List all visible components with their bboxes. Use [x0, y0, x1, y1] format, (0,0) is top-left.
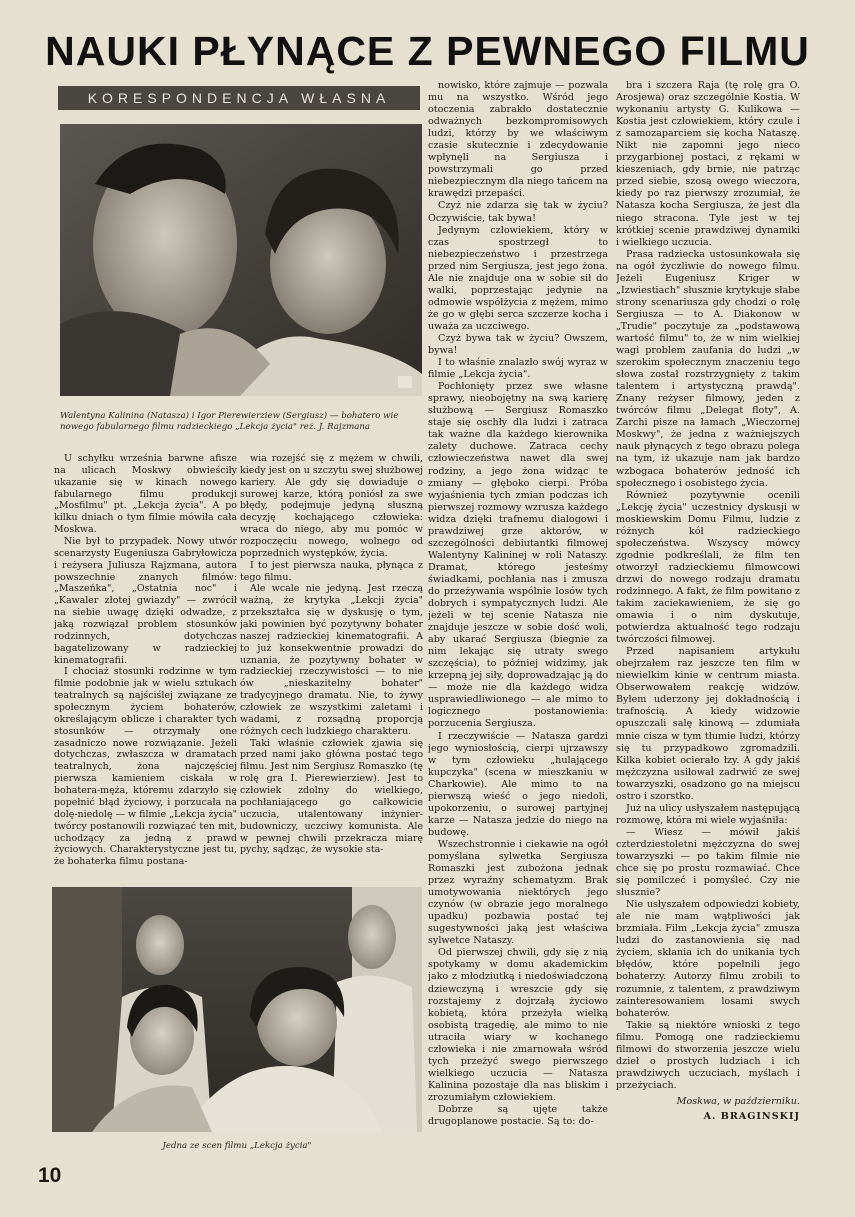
article-column-3 — [428, 80, 608, 1175]
paragraph: Jedynym człowiekiem, który w czas spostrzegł to niebezpieczeństwo i przestrzega przed nim Sergiusza, jest jego żona. Ale nie znajduje ona w sobie sił do walki, poprzestając jedynie na odmowie współżycia z mężem, mimo że go w głębi serca szczerze kocha i uważa za uczciwego. — [428, 224, 608, 332]
paragraph: Wszechstronnie i ciekawie na ogół pomyślana sylwetka Sergiusza Romaszki jest zubożona jednak przez wyraźny schematyzm. Brak umotywowania niektórych jego czynów (w obrazie jego moralnego upadku) pozbawia postać tej sugestywności jaką jest właściwa sylwetce Nataszy. — [428, 838, 608, 947]
film-still-photo-salon — [52, 887, 422, 1132]
paragraph: Dobrze są ujęte także drugoplanowe postacie. Są to: do- — [428, 1103, 608, 1128]
paragraph: U schyłku września barwne afisze na ulicach Moskwy obwieściły ukazanie się w kinach nowego fabularnego filmu produkcji „Mosfilmu" pt. „Lekcja życia". A po kilku dniach o tym filmie mówiła cała Moskwa. — [54, 453, 237, 536]
paragraph: Czyż nie zdarza się tak w życiu? Oczywiście, tak bywa! — [428, 200, 608, 224]
photo2-caption: Jedna ze scen filmu „Lekcja życia" — [162, 1141, 312, 1151]
article-headline: NAUKI PŁYNĄCE Z PEWNEGO FILMU — [45, 28, 810, 74]
paragraph: Nie usłyszałem odpowiedzi kobiety, ale nie mam wątpliwości jak brzmiała. Film „Lekcja życia" zmusza ludzi do zastanowienia się nad życiem, skłania ich do unikania tych błędów, które popełnili jego bohaterzy. Autorzy filmu zrobili to rozumnie, z talentem, z prawdziwym zainteresowaniem losami swych bohaterów. — [616, 899, 800, 1019]
photo1-caption: Walentyna Kalinina (Natasza) i Igor Pierewierziew (Sergiusz) — bohatero wie nowego fabularnego filmu radzieckiego „Lekcja życia" reż. J. Rajzmana — [60, 411, 399, 432]
paragraph: — Wiesz — mówił jakiś czterdziestoletni mężczyzna do swej towarzyszki — po takim filmie nie chce się po prostu rozmawiać. Chce się pomilczeć i pomyśleć. Czy nie słusznie? — [616, 826, 800, 899]
paragraph: wia rozejść się z mężem w chwili, kiedy jest on u szczytu swej służbowej kariery. Ale gdy się dowiaduje o surowej karze, którą poniósł za swe błędy, podejmuje jedyną słuszną decyzję kochającego człowieka: wraca do niego, aby mu pomóc w rozpoczęciu nowego, wolnego od poprzednich występków, życia. — [240, 453, 423, 559]
paragraph: bra i szczera Raja (tę rolę gra O. Arosjewa) oraz szczególnie Kostia. W wykonaniu artysty G. Kulikowa — Kostia jest człowiekiem, który czule i z samozaparciem się kocha Nataszę. Nikt nie zapomni jego nieco przygarbionej postaci, z rękami w kieszeniach, gdy brnie, nie patrząc przed siebie, szosą owego wieczora, kiedy po raz pierwszy zrozumiał, że Natasza kocha Sergiusza, że jest dla niego stracona. Tyle jest w tej krótkiej scenie prawdziwej dynamiki i wielkiego uczucia. — [616, 80, 800, 248]
paragraph: Nie był to przypadek. Nowy utwór scenarzysty Eugeniusza Gabryłowicza i reżysera Juliusza Rajzmana, autora powszechnie znanych filmów: „Maszeńka", „Ostatnia noc" i „Kawaler złotej gwiazdy" — zwrócił na siebie uwagę dzięki odwadze, z jaką rozwiązał problem stosunków rodzinnych, dotychczas bagatelizowany w radzieckiej kinematografii. — [54, 536, 237, 666]
paragraph: Takie są niektóre wnioski z tego filmu. Pomogą one radzieckiemu filmowi do stworzenia jeszcze wielu dzieł o prostych ludziach i ich prawdziwych uczuciach, myślach i przeżyciach. — [616, 1019, 800, 1091]
paragraph: Przed napisaniem artykułu obejrzałem raz jeszcze ten film w niewielkim kinie w centrum miasta. Obserwowałem reakcję widzów. Byłem uderzony jej dokładnością i trafnością. A kiedy widzowie opuszczali salę kinową — zdumiała mnie cisza w tym tłumie ludzi, którzy się tu przypadkowo zgromadzili. Kilka kobiet ocierało łzy. A gdy jakiś mężczyzna usiłował zadrwić ze swej towarzyszki, osadzono go na miejscu ostro i szorstko. — [616, 646, 800, 802]
page-number: 10 — [38, 1164, 62, 1187]
paragraph: nowisko, które zajmuje — pozwala mu na wszystko. Wśród jego otoczenia zabrakło dostatecznie odważnych bezkompromisowych ludzi, którzy by we właściwym czasie skutecznie i zdecydowanie wpłynęli na Sergiusza i powstrzymali go przed niebezpiecznym dla niego tańcem na krawędzi przepaści. — [428, 80, 608, 200]
signature-place-date: Moskwa, w październiku. — [676, 1095, 800, 1107]
film-still-photo-couple — [60, 124, 422, 396]
paragraph: I chociaż stosunki rodzinne w tym filmie podobnie jak w wielu sztukach teatralnych są najściślej związane ze społecznym życiem bohaterów, określającym oblicze i charakter tych stosunków — otrzymały one zasadniczo nowe rozwiązanie. Jeżeli dotychczas, zwłaszcza w dramatach teatralnych, żona najczęściej pierwsza kamieniem ciskała w bohatera-męża, któremu zdarzyło się popełnić błąd życiowy, i porzucała na dolę-niedolę — w filmie „Lekcja życia" twórcy postanowili rozwiązać ten mit, uchodzący za jedną z prawd życiowych. Charakterystyczne jest tu, że bohaterka filmu postana- — [54, 666, 237, 868]
section-banner: KORESPONDENCJA WŁASNA — [58, 86, 420, 110]
paragraph: Również pozytywnie ocenili „Lekcję życia" uczestnicy dyskusji w moskiewskim Domu Filmu, ludzie z różnych kół radzieckiego społeczeństwa. Wszyscy mówcy zgodnie podkreślali, że film ten otworzył radzieckiemu filmowcowi drzwi do nowego rodzaju dramatu rodzinnego. A fakt, że film powitano z takim zaciekawieniem, że się go omawia i o nim dyskutuje, potwierdza aktualność tego rodzaju twórczości filmowej. — [616, 489, 800, 646]
paragraph: Prasa radziecka ustosunkowała się na ogół życzliwie do nowego filmu. Jeżeli Eugeniusz Kriger w „Izwiestiach" słusznie krytykuje słabe strony scenariusza gdy chodzi o rolę Sergiusza — to A. Diakonow w „Trudie" poczytuje za „podstawową wartość filmu" to, że w nim wielkiej wagi problem zaufania do ludzi „w szerokim społecznym znaczeniu tego słowa został rozstrzygnięty z takim talentem i artystyczną prawdą". Znany reżyser filmowy, jeden z twórców filmu „Delegat floty", A. Zarchi pisze na łamach „Wieczornej Moskwy", że jedna z ważniejszych nauk płynących z tego obrazu polega na tym, iż ukazuje nam jak bardzo wzbogaca bohaterów jedność ich społecznego i osobistego życia. — [616, 248, 800, 489]
signature-author: A. BRAGINSKIJ — [703, 1110, 800, 1122]
paragraph: Ale wcale nie jedyną. Jest rzeczą ważną, że krytyka „Lekcji życia" przekształca się w dyskusję o tym, jaki powinien być pozytywny bohater naszej radzieckiej kinematografii. A to już konsekwentnie prowadzi do uznania, że pozytywny bohater w radzieckiej rzeczywistości — to nie ów „nieskazitelny bohater" tradycyjnego dramatu. Nie, to żywy człowiek ze wszystkimi zaletami i wadami, z rozsądną proporcją różnych cech ludzkiego charakteru. — [240, 583, 423, 737]
paragraph: I rzeczywiście — Natasza gardzi jego wyniosłością, cierpi ujrzawszy w tym człowieku „hulającego kupczyka" (scena w mieszkaniu w Charkowie). Ale mimo to na pierwszą wieść o jego niedoli, upokorzeniu, o surowej partyjnej karze — Natasza jedzie do niego na budowę. — [428, 730, 608, 838]
paragraph: Czyż bywa tak w życiu? Owszem, bywa! — [428, 332, 608, 357]
article-column-2 — [240, 453, 423, 873]
paragraph: I to właśnie znalazło swój wyraz w filmie „Lekcja życia". — [428, 357, 608, 381]
paragraph: Już na ulicy usłyszałem następującą rozmowę, która mi wiele wyjaśniła: — [616, 802, 800, 826]
paragraph: Od pierwszej chwili, gdy się z nią spotykamy w domu akademickim jako z młodziutką i niedoświadczoną dziewczyną i wreszcie gdy się rozstajemy z dojrzałą życiowo kobietą, która przeżyła wielką osobistą tragedię, ale mimo to nie utraciła wiary w kochanego człowieka i nie zmarnowała wśród tych przeżyć swego pierwszego wielkiego uczucia — Natasza Kalinina pozostaje dla nas bliskim i zrozumiałym człowiekiem. — [428, 947, 608, 1103]
article-column-1 — [54, 453, 237, 873]
paragraph: Pochłonięty przez swe własne sprawy, nieobojętny na swą karierę służbową — Sergiusz Romaszko staje się oschły dla ludzi i zatraca tak ważne dla każdego kierownika zalety duchowe. Zatraca cechy człowieczeństwa nawet dla swej rodziny, a jego żona widząc te zmiany — głęboko cierpi. Próba wyjaśnienia tych zmian podczas ich pierwszej rozmowy wzrusza każdego widza dzięki trafnemu dialogowi i prawdziwej grze aktorów, w szczególności debiutantki filmowej Walentyny Kalininej w roli Nataszy. Dramat, którego jesteśmy świadkami, pochłania nas i zmusza do przeżywania wspólnie losów tych dobrych i sympatycznych ludzi. Ale jeżeli w tej scenie Natasza nie znajduje jeszcze w sobie dość woli, aby ukarać Sergiusza (biegnie za nim lekając się utraty swego szczęścia), to później widzimy, jak krzepną jej siły, doprowadzając ją do — może nie dla każdego widza usprawiedliwionego — ale mimo to logicznego postanowienia: porzucenia Sergiusza. — [428, 381, 608, 730]
paragraph: I to jest pierwsza nauka, płynąca z tego filmu. — [240, 559, 423, 583]
article-column-4 — [616, 80, 800, 1180]
paragraph: Taki właśnie człowiek zjawia się przed nami jako główna postać tego filmu. Jest nim Sergiusz Romaszko (tę rolę gra I. Pierewierziew). Jest to człowiek zdolny do wielkiego, pochłaniającego go całkowicie uczucia, utalentowany inżynier-budowniczy, uczciwy komunista. Ale w pewnej chwili przekracza miarę pychy, sądząc, że wysokie sta- — [240, 737, 423, 856]
